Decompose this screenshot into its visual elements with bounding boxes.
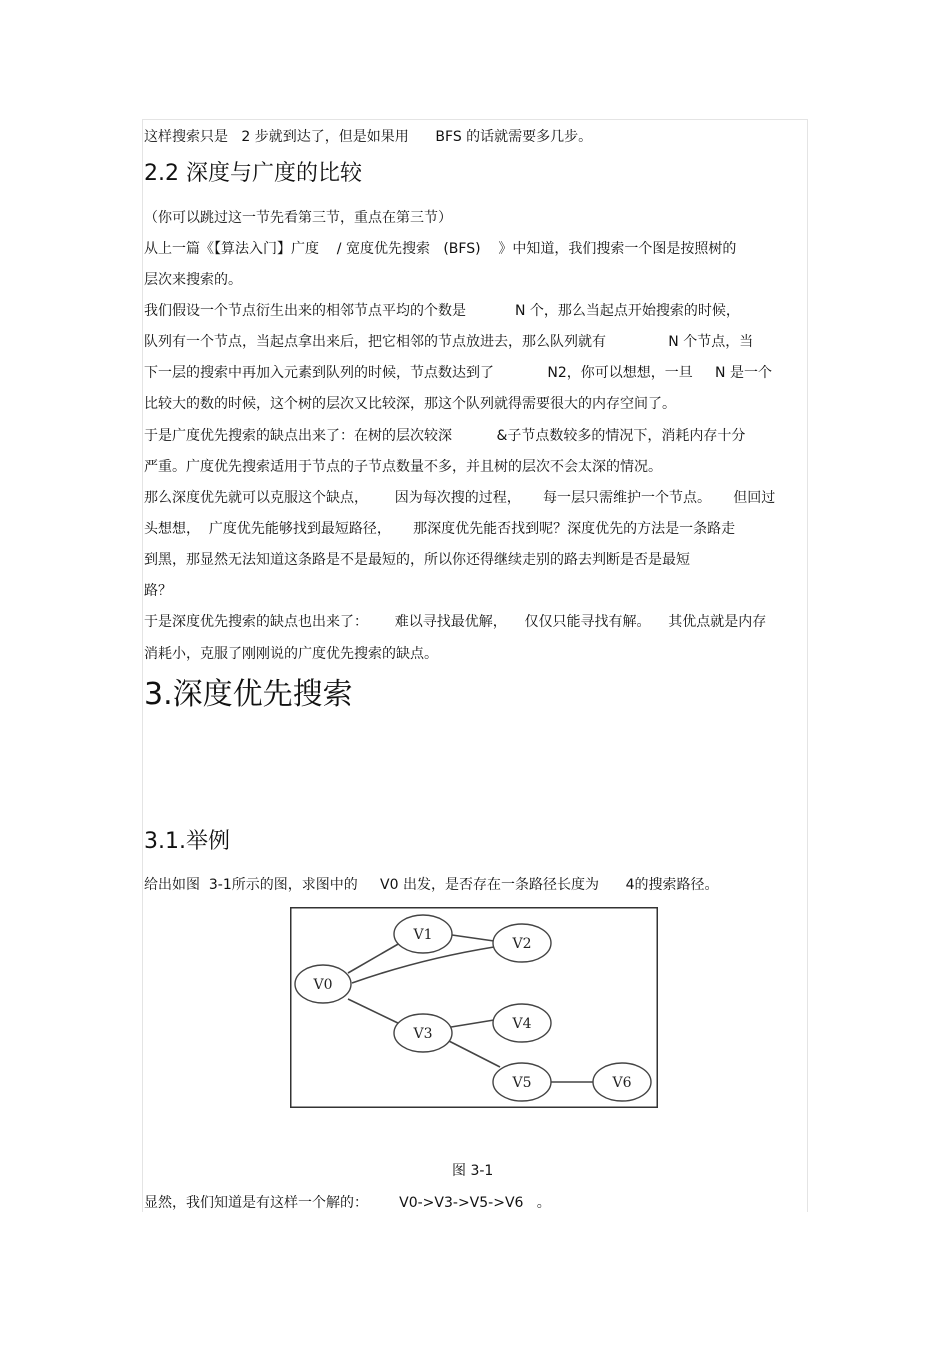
section-heading-3-1: 3.1.举例 <box>144 829 230 854</box>
paragraph-line: 从上一篇《【算法入门】广度 / 宽度优先搜索 (BFS) 》中知道，我们搜索一个图是按照树的 <box>144 241 737 257</box>
paragraph-line: 比较大的数的时候，这个树的层次又比较深，那这个队列就得需要很大的内存空间了。 <box>144 396 676 412</box>
paragraph-line: （你可以跳过这一节先看第三节，重点在第三节） <box>144 210 452 226</box>
section-heading-3: 3.深度优先搜索 <box>144 677 353 712</box>
graph-node-label: V0 <box>313 977 333 993</box>
paragraph-line: 层次来搜索的。 <box>144 272 242 288</box>
figure-caption: 图 3-1 <box>452 1163 494 1179</box>
paragraph-line: 这样搜索只是 2 步就到达了，但是如果用 BFS 的话就需要多几步。 <box>144 129 593 145</box>
graph-node-label: V5 <box>512 1075 532 1091</box>
section-heading-2-2: 2.2 深度与广度的比较 <box>144 161 362 186</box>
paragraph-line: 我们假设一个节点衍生出来的相邻节点平均的个数是 N 个，那么当起点开始搜索的时候， <box>144 303 740 319</box>
paragraph-line: 显然，我们知道是有这样一个解的： V0->V3->V5->V6 。 <box>144 1195 551 1211</box>
graph-figure <box>290 907 658 1108</box>
paragraph-line: 队列有一个节点，当起点拿出来后，把它相邻的节点放进去，那么队列就有 N 个节点，当 <box>144 334 754 350</box>
paragraph-line: 于是广度优先搜索的缺点出来了：在树的层次较深 &子节点数较多的情况下，消耗内存十分 <box>144 428 746 444</box>
paragraph-line: 给出如图 3-1所示的图，求图中的 V0 出发，是否存在一条路径长度为 4的搜索路径。 <box>144 877 719 893</box>
graph-node-label: V4 <box>512 1016 532 1032</box>
graph-node-label: V3 <box>413 1026 433 1042</box>
paragraph-line: 于是深度优先搜索的缺点也出来了： 难以寻找最优解， 仅仅只能寻找有解。 其优点就是内存 <box>144 614 767 630</box>
paragraph-line: 到黑，那显然无法知道这条路是不是最短的，所以你还得继续走别的路去判断是否是最短 <box>144 552 690 568</box>
paragraph-line: 那么深度优先就可以克服这个缺点， 因为每次搜的过程， 每一层只需维护一个节点。 但回过 <box>144 490 776 506</box>
paragraph-line: 下一层的搜索中再加入元素到队列的时候，节点数达到了 N2，你可以想想，一旦 N 是一个 <box>144 365 772 381</box>
paragraph-line: 消耗小，克服了刚刚说的广度优先搜索的缺点。 <box>144 646 438 662</box>
paragraph-line: 头想想， 广度优先能够找到最短路径， 那深度优先能否找到呢？深度优先的方法是一条路走 <box>144 521 736 537</box>
graph-node-label: V1 <box>413 927 433 943</box>
graph-node-label: V6 <box>612 1075 632 1091</box>
paragraph-line: 路？ <box>144 583 172 599</box>
paragraph-line: 严重。广度优先搜索适用于节点的子节点数量不多，并且树的层次不会太深的情况。 <box>144 459 662 475</box>
graph-node-label: V2 <box>512 936 532 952</box>
